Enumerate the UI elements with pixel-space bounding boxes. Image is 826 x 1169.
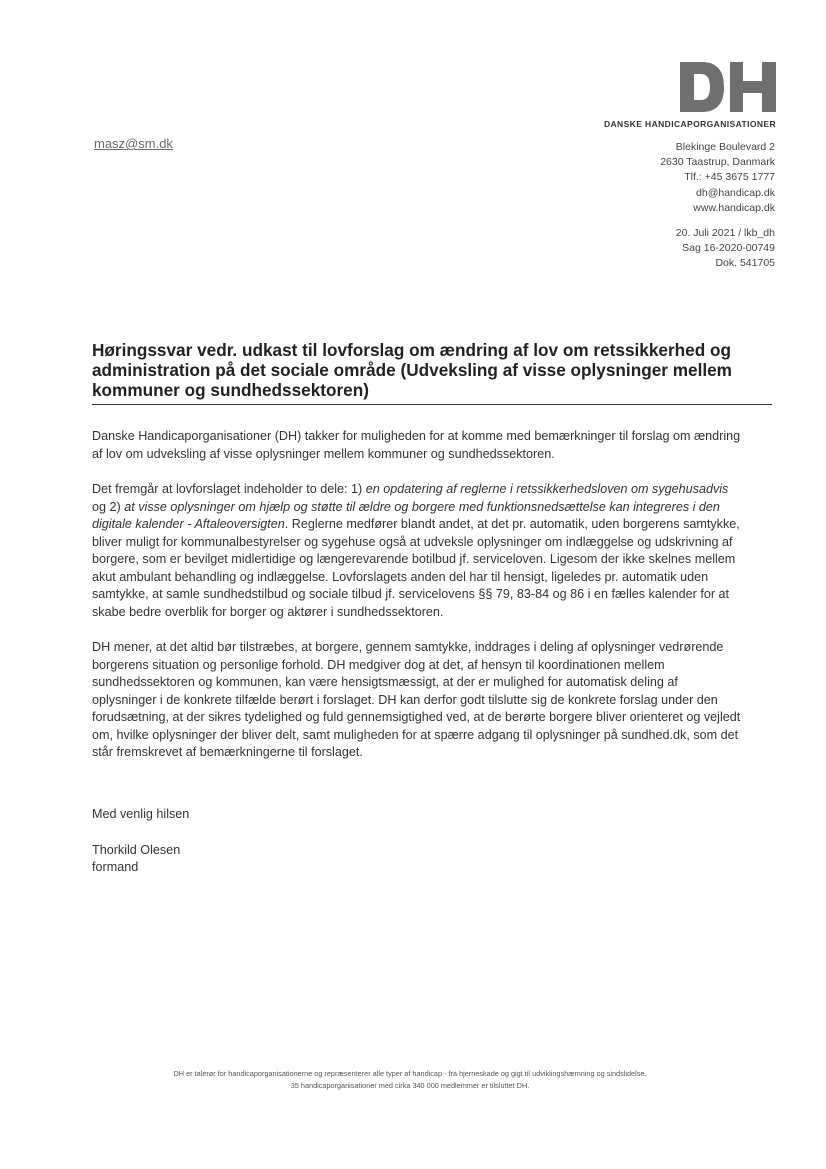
document-number: Dok. 541705 — [715, 257, 775, 270]
case-number: Sag 16-2020-00749 — [682, 242, 775, 255]
paragraph-content — [92, 481, 742, 621]
footer-line: 35 handicaporganisationer med cirka 340 000 medlemmer er tilsluttet DH. — [290, 1081, 530, 1090]
paragraph-position: DH mener, at det altid bør tilstræbes, at borgere, gennem samtykke, inddrages i deling af oplysninger vedrørende borgerens situation og personlige forhold. DH medgiver dog at det, af hensyn til koordinationen mellem sundhedssektoren og kommunen, kan være hensigtsmæssigt, at der er mulighed for automatisk deling af oplysninger i de konkrete tilfælde berørt i forslaget. DH kan derfor godt tilslutte sig de konkrete forslag under den forudsætning, at der sikres tydelighed og fuld gennemsigtighed ved, at de berørte borgere bliver orienteret og vejledt om, hvilke oplysninger der bliver delt, samt muligheden for at spærre adgang til oplysninger på sundhed.dk, som det står fremskrevet af bemærkningerne til forslaget. — [92, 640, 741, 759]
sender-address — [660, 140, 775, 216]
greeting: Med venlig hilsen — [92, 807, 190, 821]
page-footer — [100, 1068, 720, 1092]
text-run: og 2) — [92, 499, 125, 514]
italic-text-run: at visse oplysninger om hjælp og støtte til ældre og borgere med funktionsnedsættelse kan integreres i den digitale kalender - Aftaleoversigten — [92, 499, 720, 531]
signer-name: Thorkild Olesen — [92, 842, 181, 857]
letter-title: Høringssvar vedr. udkast til lovforslag om ændring af lov om retssikkerhed og administration på det sociale område (Udveksling af visse oplysninger mellem kommuner og sundhedssektoren) — [92, 340, 772, 405]
dh-logo — [680, 62, 776, 112]
italic-text-run: en opdatering af reglerne i retssikkerhedsloven om sygehusadvis — [365, 482, 729, 496]
signature-block — [92, 806, 189, 877]
signer-role: formand — [92, 860, 139, 874]
letter-body — [92, 428, 742, 780]
website-line: www.handicap.dk — [693, 201, 775, 214]
address-line: Blekinge Boulevard 2 — [675, 141, 775, 153]
text-run: . Reglerne medfører blandt andet, at det pr. automatik, uden borgerens samtykke, bliver muligt for kommunalbestyrelser og sygehuse også at udveksle oplysninger om indlæggelse og udskrivning af borgere, som er bevilget midlertidige og længerevarende botilbud jf. serviceloven. Ligesom der ikke skelnes mellem akut ambulant behandling og indlæggelse. Lovforslagets anden del har til hensigt, ligeledes pr. automatik uden samtykke, at samle sundhedstilbud og sociale tilbud jf. servicelovens §§ 79, 83-84 og 86 i en fælles kalender for at skabe bedre overblik for borger og aktører i sundhedssektoren. — [92, 517, 740, 619]
address-line: 2630 Taastrup, Danmark — [660, 156, 775, 169]
document-meta — [676, 226, 775, 272]
date-line: 20. Juli 2021 / lkb_dh — [675, 227, 775, 239]
footer-line: DH er talerør for handicaporganisationerne og repræsenterer alle typer af handicap - fra hjerneskade og gigt til udviklingshæmning og sindslidelse. — [173, 1069, 647, 1078]
paragraph-intro: Danske Handicaporganisationer (DH) takker for muligheden for at komme med bemærkninger til forslag om ændring af lov om udveksling af visse oplysninger mellem kommuner og sundhedssektoren. — [92, 429, 741, 461]
org-name-caps: DANSKE HANDICAPORGANISATIONER — [603, 119, 776, 129]
phone-line: Tlf.: +45 3675 1777 — [684, 171, 775, 184]
recipient-email-link[interactable]: masz@sm.dk — [94, 136, 173, 151]
text-run: Det fremgår at lovforslaget indeholder to dele: 1) — [92, 482, 366, 496]
email-line: dh@handicap.dk — [696, 186, 775, 199]
